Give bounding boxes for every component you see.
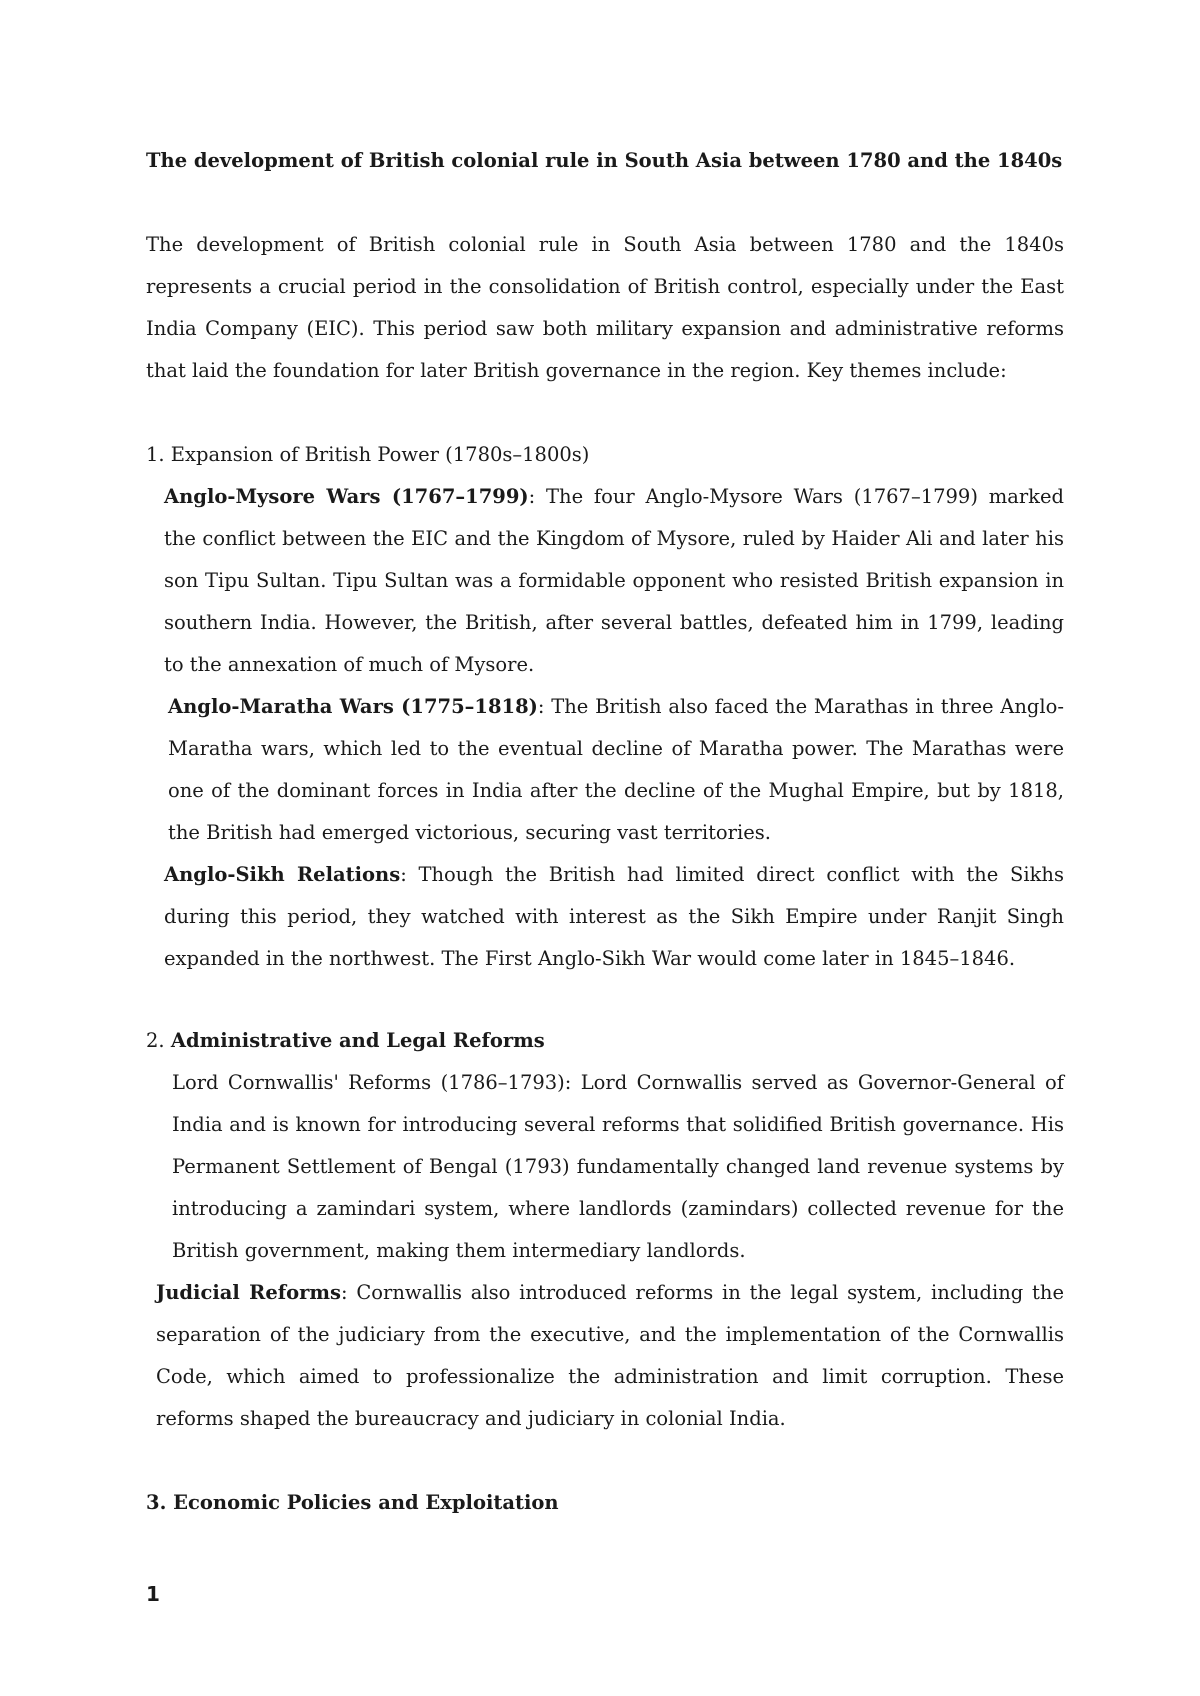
spacer	[146, 182, 1064, 224]
mysore-wars-text: : The four Anglo-Mysore Wars (1767–1799) marked the conflict between the EIC and the Kingdom of Mysore, ruled by Haider Ali and later his son Tipu Sultan. Tipu Sultan was a formidable opponent who resisted British expansion in southern India. However, the British, after several battles, defeated him in 1799, leading to the annexation of much of Mysore.	[164, 485, 1064, 676]
section-2-number: 2.	[146, 1029, 171, 1052]
cornwallis-reforms-paragraph: Lord Cornwallis' Reforms (1786–1793): Lord Cornwallis served as Governor-General of India and is known for introducing several reforms that solidified British governance. His Permanent Settlement of Bengal (1793) fundamentally changed land revenue systems by introducing a zamindari system, where landlords (zamindars) collected revenue for the British government, making them intermediary landlords.	[172, 1071, 1064, 1262]
page-number: 1	[146, 1582, 160, 1606]
section-3-heading: 3. Economic Policies and Exploitation	[146, 1491, 559, 1514]
spacer	[146, 392, 1064, 434]
section-2-title: Administrative and Legal Reforms	[170, 1029, 545, 1052]
maratha-wars-text: : The British also faced the Marathas in three Anglo-Maratha wars, which led to the eventual decline of Maratha power. The Marathas were one of the dominant forces in India after the decline of the Mughal Empire, but by 1818, the British had emerged victorious, securing vast territories.	[168, 695, 1064, 844]
sikh-relations-text: : Though the British had limited direct conflict with the Sikhs during this period, they watched with interest as the Sikh Empire under Ranjit Singh expanded in the northwest. The First Anglo-Sikh War would come later in 1845–1846.	[164, 863, 1064, 970]
spacer	[146, 1440, 1064, 1482]
judicial-reforms-text: : Cornwallis also introduced reforms in the legal system, including the separation of the judiciary from the executive, and the implementation of the Cornwallis Code, which aimed to professionalize the administration and limit corruption. These reforms shaped the bureaucracy and judiciary in colonial India.	[156, 1281, 1064, 1430]
judicial-reforms-term: Judicial Reforms	[156, 1281, 342, 1304]
sikh-relations-term: Anglo-Sikh Relations	[164, 863, 401, 886]
judicial-reforms-paragraph	[146, 1272, 1064, 1440]
document-body	[146, 140, 1064, 1524]
section-2-heading	[146, 1020, 1064, 1062]
section-1-heading: 1. Expansion of British Power (1780s–1800s)	[146, 443, 590, 466]
maratha-wars-paragraph	[146, 686, 1064, 854]
intro-paragraph: The development of British colonial rule in South Asia between 1780 and the 1840s represents a crucial period in the consolidation of British control, especially under the East India Company (EIC). This period saw both military expansion and administrative reforms that laid the foundation for later British governance in the region. Key themes include:	[146, 233, 1064, 382]
mysore-wars-term: Anglo-Mysore Wars (1767–1799)	[164, 485, 529, 508]
sikh-relations-paragraph	[146, 854, 1064, 980]
mysore-wars-paragraph	[146, 476, 1064, 686]
spacer	[146, 980, 1064, 1020]
maratha-wars-term: Anglo-Maratha Wars (1775–1818)	[168, 695, 538, 718]
document-title: The development of British colonial rule in South Asia between 1780 and the 1840s	[146, 149, 1063, 172]
